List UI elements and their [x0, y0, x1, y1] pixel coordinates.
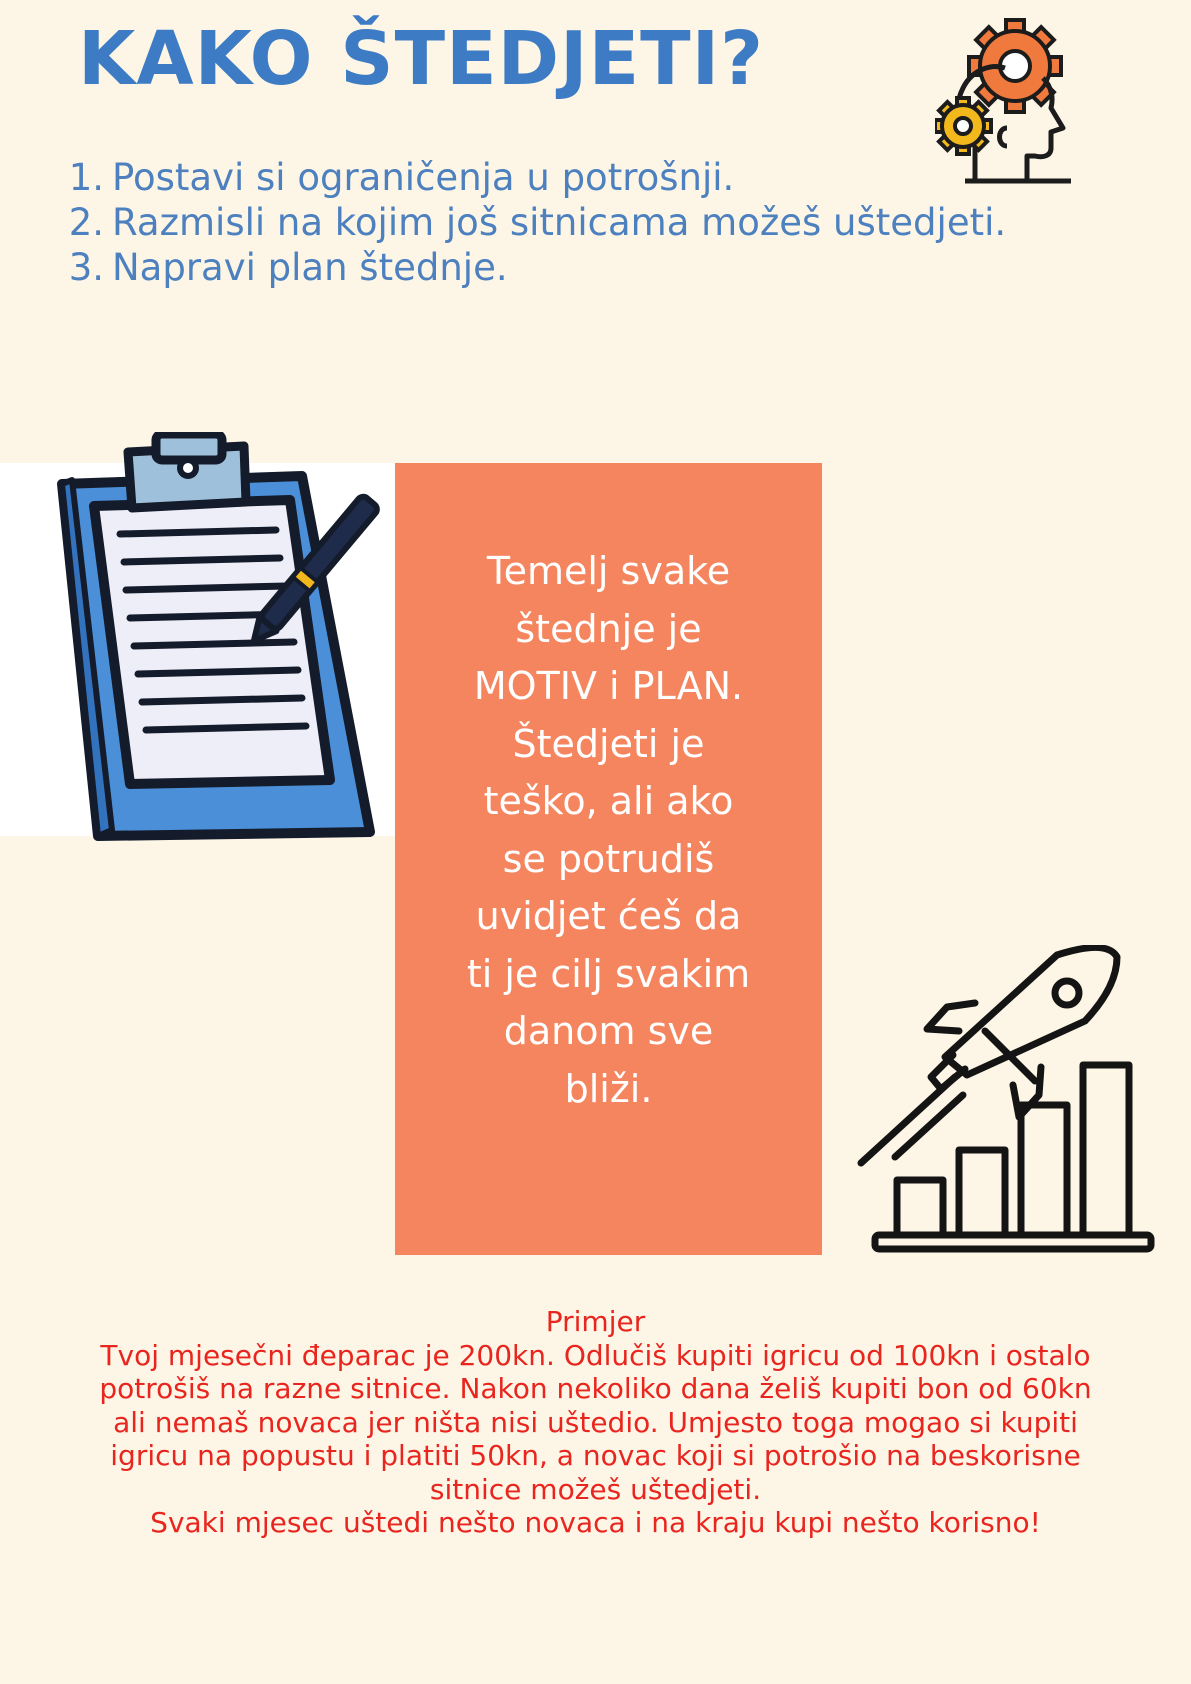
- motto-line: ti je cilj svakim: [466, 951, 751, 996]
- motto-line: MOTIV i PLAN.: [473, 664, 744, 708]
- tip-number: 3.: [68, 246, 104, 289]
- rocket-growth-chart-icon: [855, 945, 1165, 1260]
- tip-item: [64, 245, 1006, 290]
- tip-text: Napravi plan štednje.: [112, 246, 508, 289]
- example-heading: Primjer: [545, 1305, 646, 1338]
- tip-text: Postavi si ograničenja u potrošnji.: [112, 156, 735, 199]
- tip-number: 2.: [68, 201, 104, 244]
- tip-item: [64, 155, 1006, 200]
- example-section: [0, 1305, 1191, 1540]
- motto-line: Štedjeti je: [512, 721, 705, 766]
- page-title: KAKO ŠTEDJETI?: [78, 16, 765, 102]
- example-closing: Svaki mjesec uštedi nešto novaca i na kraju kupi nešto korisno!: [150, 1506, 1041, 1539]
- motto-line: Temelj svake: [486, 549, 731, 593]
- motto-line: štednje je: [515, 606, 702, 651]
- example-body: [0, 1339, 1191, 1507]
- example-line: igricu na popustu i platiti 50kn, a novac koji si potrošio na beskorisne: [110, 1439, 1081, 1472]
- tip-number: 1.: [68, 156, 104, 199]
- example-line: ali nemaš novaca jer ništa nisi uštedio. Umjesto toga mogao si kupiti: [113, 1405, 1078, 1439]
- tips-list: [64, 155, 1006, 290]
- tip-item: [64, 200, 1006, 245]
- motto-text: [395, 543, 822, 1118]
- motto-box: [395, 463, 822, 1255]
- motto-line: teško, ali ako: [483, 779, 734, 823]
- example-line: sitnice možeš uštedjeti.: [429, 1472, 762, 1506]
- motto-line: se potrudiš: [502, 836, 715, 881]
- example-line: potrošiš na razne sitnice. Nakon nekoliko dana želiš kupiti bon od 60kn: [99, 1372, 1092, 1405]
- example-line: Tvoj mjesečni đeparac je 200kn. Odlučiš kupiti igricu od 100kn i ostalo: [100, 1338, 1091, 1372]
- tip-text: Razmisli na kojim još sitnicama možeš uštedjeti.: [112, 201, 1007, 244]
- motto-line: uvidjet ćeš da: [475, 894, 742, 938]
- clipboard-pen-icon: [40, 432, 400, 852]
- motto-line: bliži.: [564, 1066, 653, 1111]
- motto-line: danom sve: [503, 1009, 714, 1053]
